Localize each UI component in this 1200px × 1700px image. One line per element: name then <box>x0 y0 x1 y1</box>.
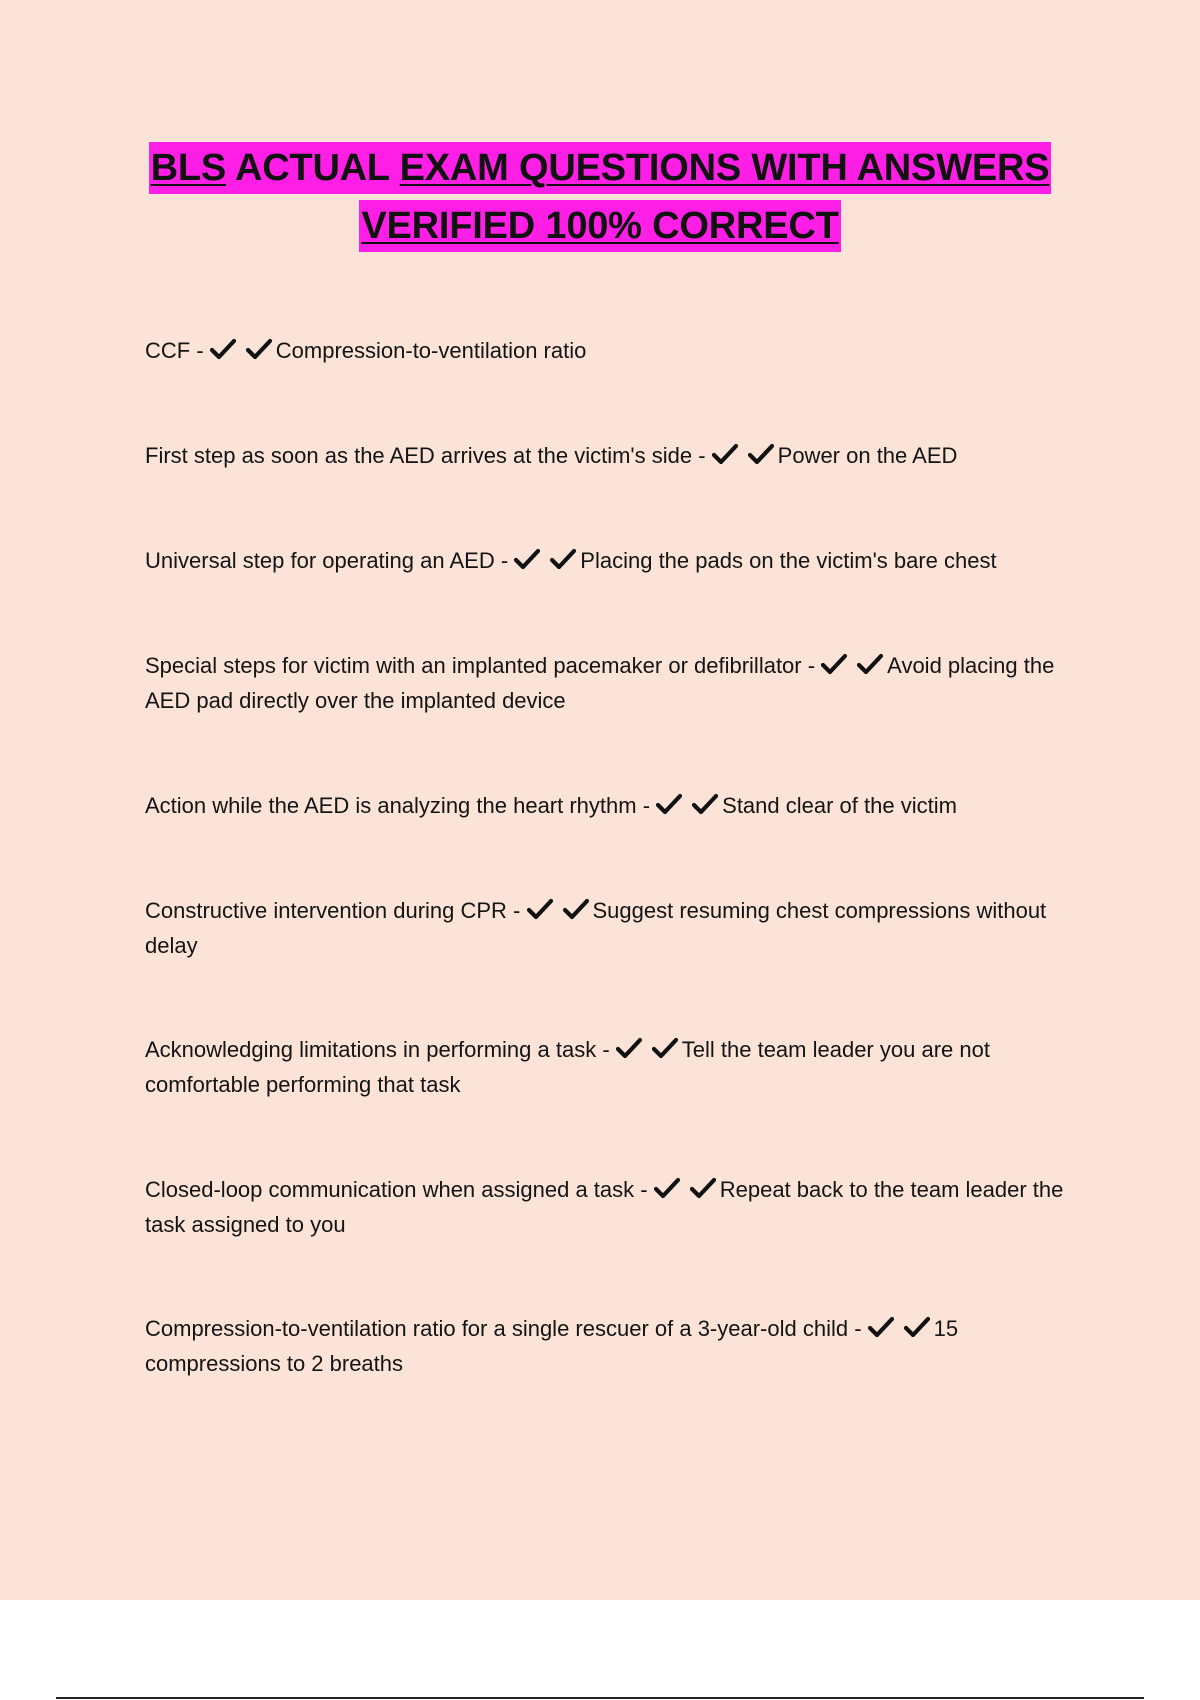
answer-text: Power on the AED <box>777 443 958 468</box>
answer-text: Suggest resuming chest compressions without delay <box>145 898 1047 958</box>
checkmark-icon <box>656 792 682 816</box>
checkmark-icon <box>690 1176 716 1200</box>
checkmark-icon <box>821 652 847 676</box>
title-word-bls: BLS <box>150 147 226 189</box>
checkmark-icon <box>210 337 236 361</box>
checkmark-icon <box>563 897 589 921</box>
answer-text: Stand clear of the victim <box>722 793 957 818</box>
answer-text: Compression-to-ventilation ratio <box>275 338 587 363</box>
qa-item <box>145 893 1095 963</box>
checkmark-icon <box>246 337 272 361</box>
checkmark-icon <box>904 1315 930 1339</box>
qa-item <box>145 543 1095 578</box>
question-text: Special steps for victim with an implanted pacemaker or defibrillator - <box>145 653 822 678</box>
qa-item <box>145 648 1095 718</box>
question-text: Action while the AED is analyzing the heart rhythm - <box>145 793 657 818</box>
question-text: Constructive intervention during CPR - <box>145 898 527 923</box>
checkmark-icon <box>616 1036 642 1060</box>
checkmark-icon <box>868 1315 894 1339</box>
answer-text: Avoid placing the AED pad directly over the implanted device <box>145 653 1055 713</box>
checkmark-icon <box>550 547 576 571</box>
checkmark-icon <box>527 897 553 921</box>
checkmark-icon <box>712 442 738 466</box>
answer-text: Repeat back to the team leader the task assigned to you <box>145 1177 1064 1237</box>
answer-text: 15 compressions to 2 breaths <box>145 1316 959 1376</box>
document-title <box>0 142 1200 258</box>
checkmark-icon <box>514 547 540 571</box>
qa-item <box>145 1311 1095 1381</box>
question-text: CCF - <box>145 338 210 363</box>
question-text: Compression-to-ventilation ratio for a single rescuer of a 3-year-old child - <box>145 1316 868 1341</box>
qa-item <box>145 438 1095 473</box>
checkmark-icon <box>654 1176 680 1200</box>
checkmark-icon <box>748 442 774 466</box>
qa-item <box>145 1172 1095 1242</box>
checkmark-icon <box>692 792 718 816</box>
qa-item <box>145 1032 1095 1102</box>
title-line-2: VERIFIED 100% CORRECT <box>359 200 840 252</box>
qa-item <box>145 788 1095 823</box>
question-text: Acknowledging limitations in performing a task - <box>145 1037 616 1062</box>
answer-text: Placing the pads on the victim's bare chest <box>580 548 997 573</box>
question-text: First step as soon as the AED arrives at the victim's side - <box>145 443 712 468</box>
checkmark-icon <box>652 1036 678 1060</box>
checkmark-icon <box>857 652 883 676</box>
title-line-1 <box>149 142 1052 194</box>
qa-item <box>145 333 1095 368</box>
title-word-actual: ACTUAL <box>226 147 400 189</box>
footer-divider <box>56 1697 1144 1699</box>
question-text: Closed-loop communication when assigned a task - <box>145 1177 654 1202</box>
answer-text: Tell the team leader you are not comfortable performing that task <box>145 1037 990 1097</box>
question-text: Universal step for operating an AED - <box>145 548 515 573</box>
title-words-exam: EXAM QUESTIONS WITH ANSWERS <box>399 147 1050 189</box>
